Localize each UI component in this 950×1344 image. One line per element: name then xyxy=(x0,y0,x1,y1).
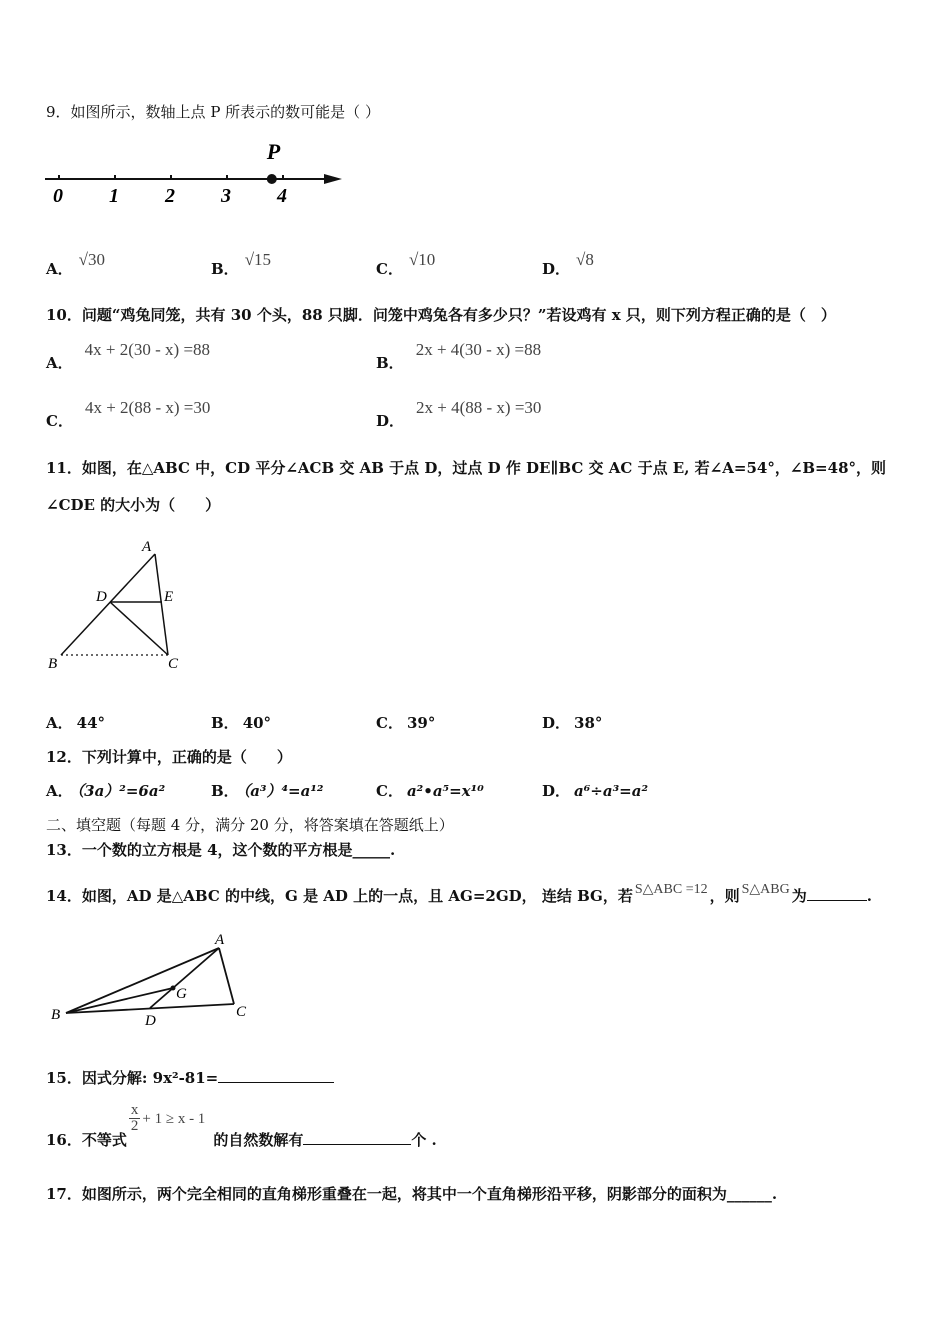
q9-option-a: A． √30 xyxy=(46,250,105,278)
q15-text: 15．因式分解: 9x²-81= xyxy=(46,1067,334,1088)
q9-number-line xyxy=(40,138,360,213)
q11-option-d: D． 38° xyxy=(542,714,603,732)
tick-label-1: 1 xyxy=(109,185,119,207)
tick-label-2: 2 xyxy=(165,185,175,207)
q14-text: 14．如图，AD 是△ABC 的中线，G 是 AD 上的一点，且 AG=2GD， 连结 BG，若 S△ABC =12 ，则 S△ABG 为 . xyxy=(46,882,872,905)
q11-option-c: C． 39° xyxy=(376,714,436,732)
q16-fraction: $\frac{x}{2}$ xyxy=(130,1102,139,1134)
q9-option-d: D． √8 xyxy=(542,250,594,278)
q9-option-b: B． √15 xyxy=(211,250,272,278)
q10-option-d: D．2x + 4(88 - x) =30 xyxy=(376,398,542,430)
q11-option-b: B． 40° xyxy=(211,714,272,732)
point-p xyxy=(267,174,277,184)
point-d-label: D xyxy=(96,589,107,605)
q16-text: 16．不等式 $\frac{x}{2}$ + 1 ≥ x - 1的自然数解有 个 . xyxy=(46,1102,437,1149)
point-p-label: P xyxy=(266,139,281,164)
q14-area-abg: S△ABG xyxy=(741,882,790,897)
point-g-label: G xyxy=(176,986,187,1002)
q11-text-line1: 11．如图，在△ABC 中，CD 平分∠ACB 交 AB 于点 D，过点 D 作 DE∥BC 交 AC 于点 E, 若∠A=54°，∠B=48°，则 xyxy=(46,459,887,477)
q14-area-abc: S△ABC =12 xyxy=(634,882,708,897)
tick-label-4: 4 xyxy=(277,185,287,207)
vertex-b-label: B xyxy=(51,1007,61,1023)
section-2-heading: 二、填空题（每题 4 分，满分 20 分，将答案填在答题纸上） xyxy=(46,816,454,834)
number-line-arrow-icon xyxy=(324,174,342,184)
q12-option-c: C． a²•a⁵=x¹⁰ xyxy=(376,782,484,800)
q9-option-c: C． √10 xyxy=(376,250,436,278)
q14-triangle-figure xyxy=(45,928,260,1033)
point-d-label: D xyxy=(145,1013,156,1029)
q14-answer-blank[interactable] xyxy=(807,900,867,901)
q10-option-a: A．4x + 2(30 - x) =88 xyxy=(46,340,211,372)
vertex-c-label: C xyxy=(236,1004,247,1020)
q10-option-c: C．4x + 2(88 - x) =30 xyxy=(46,398,211,430)
q11-text-line2: ∠CDE 的大小为（ ） xyxy=(46,496,221,514)
q10-option-b: B．2x + 4(30 - x) =88 xyxy=(376,340,542,372)
vertex-c-label: C xyxy=(168,656,179,672)
q15-answer-blank[interactable] xyxy=(218,1082,334,1083)
q11-triangle-figure xyxy=(40,535,210,680)
q12-option-b: B． （a³）⁴=a¹² xyxy=(211,782,324,800)
q17-text: 17．如图所示，两个完全相同的直角梯形重叠在一起，将其中一个直角梯形沿平移，阴影部分的面积为______. xyxy=(46,1185,778,1203)
q10-text: 10．问题“鸡兔同笼，共有 30 个头，88 只脚．问笼中鸡兔各有多少只？”若设鸡有 x 只，则下列方程正确的是（ ） xyxy=(46,306,836,324)
q12-option-a: A． （3a）²=6a² xyxy=(46,782,166,800)
q13-text: 13．一个数的立方根是 4，这个数的平方根是_____. xyxy=(46,841,396,859)
point-e-label: E xyxy=(164,589,174,605)
vertex-a-label: A xyxy=(215,932,225,948)
q9-text: 9．如图所示，数轴上点 P 所表示的数可能是（ ） xyxy=(46,103,380,121)
vertex-a-label: A xyxy=(142,539,152,555)
q12-text: 12．下列计算中，正确的是（ ） xyxy=(46,748,292,766)
q16-answer-blank[interactable] xyxy=(303,1144,411,1145)
vertex-b-label: B xyxy=(48,656,58,672)
tick-label-3: 3 xyxy=(221,185,231,207)
tick-label-0: 0 xyxy=(53,185,63,207)
q11-option-a: A． 44° xyxy=(46,714,106,732)
q12-option-d: D． a⁶÷a³=a² xyxy=(542,782,649,800)
